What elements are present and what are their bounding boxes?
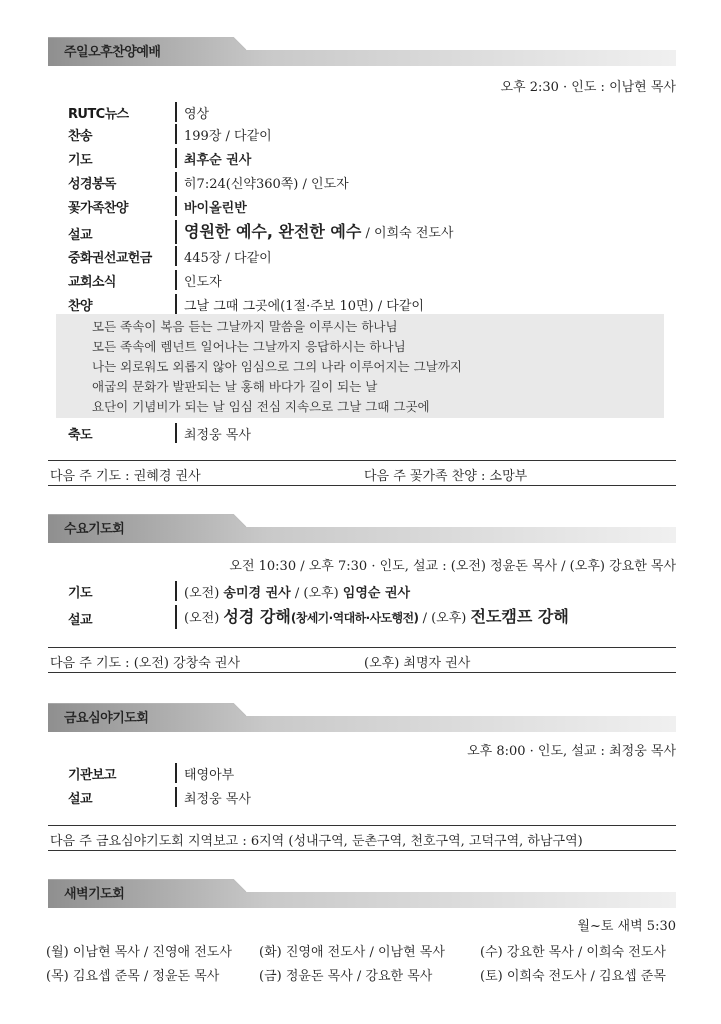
row-value: 히7:24(신약360쪽) / 인도자 (184, 177, 349, 192)
divider (175, 787, 177, 807)
am-tag: (오전) (184, 611, 220, 626)
dawn-schedule-fri: (금) 정윤돈 목사 / 강요한 목사 (259, 969, 433, 984)
row-label: 중화권선교헌금 (68, 251, 152, 266)
row-value: 199장 / 다같이 (184, 129, 272, 144)
next-prayer: 다음 주 기도 : 권혜경 권사 (50, 469, 201, 484)
pm-tag: / (오후) (294, 586, 339, 601)
prayer-pm: 임영순 권사 (342, 586, 411, 601)
lyric-line: 애굽의 문화가 발판되는 날 홍해 바다가 길이 되는 날 (92, 379, 378, 394)
divider (175, 270, 177, 290)
wednesday-row-prayer (68, 580, 676, 602)
divider (175, 124, 177, 144)
next-report: 다음 주 금요심야기도회 지역보고 : 6지역 (성내구역, 둔촌구역, 천호구역, 고덕구역, 하남구역) (50, 834, 583, 849)
sunday-row-flower-praise (68, 195, 676, 217)
row-value: 그날 그때 그곳에(1절·주보 10면) / 다같이 (184, 299, 424, 314)
row-label: 기도 (68, 586, 92, 601)
wednesday-title: 수요기도회 (64, 522, 125, 537)
row-value: 최정웅 목사 (184, 428, 251, 443)
sunday-title: 주일오후찬양예배 (64, 45, 161, 60)
sunday-row-news (68, 101, 676, 123)
row-label: 기도 (68, 153, 92, 168)
row-value (184, 604, 569, 627)
lyric-line: 나는 외로워도 외롭지 않아 임심으로 그의 나라 이루어지는 그날까지 (92, 359, 462, 374)
dawn-schedule-thu: (목) 김요셉 준목 / 정윤돈 목사 (46, 969, 220, 984)
divider (175, 423, 177, 443)
row-value: 최후순 권사 (184, 153, 252, 168)
wednesday-row-sermon (68, 604, 676, 630)
row-value: 445장 / 다같이 (184, 251, 272, 266)
sermon-am-detail: (창세기·역대하·사도행전) (290, 611, 419, 625)
friday-header-bar (48, 703, 676, 732)
sermon-am-title: 성경 강해 (223, 607, 291, 626)
row-label: 설교 (68, 228, 92, 243)
dawn-header-bar (48, 879, 676, 908)
divider (175, 246, 177, 266)
friday-section (48, 703, 676, 813)
lyric-line: 모든 족속에 렘넌트 일어나는 그날까지 응답하시는 하나님 (92, 339, 406, 354)
row-label: 성경봉독 (68, 177, 116, 192)
next-praise: 다음 주 꽃가족 찬양 : 소망부 (364, 469, 528, 484)
wednesday-section (48, 514, 676, 634)
row-label: 설교 (68, 613, 92, 628)
sunday-info: 오후 2:30 · 인도 : 이남현 목사 (500, 80, 676, 95)
lyric-line: 모든 족속이 복음 듣는 그날까지 말씀을 이루시는 하나님 (92, 319, 398, 334)
row-label: 설교 (68, 792, 92, 807)
wednesday-info: 오전 10:30 / 오후 7:30 · 인도, 설교 : (오전) 정윤돈 목사 / (오후) 강요한 목사 (229, 559, 676, 574)
friday-row-report (68, 762, 676, 784)
sunday-next-week (48, 460, 676, 486)
sermon-title: 영원한 예수, 완전한 예수 (184, 222, 362, 241)
divider (175, 294, 177, 314)
next-prayer-pm: (오후) 최명자 권사 (364, 656, 471, 671)
row-value: 바이올린반 (184, 201, 247, 216)
divider (175, 196, 177, 216)
divider (175, 102, 177, 122)
friday-title: 금요심야기도회 (64, 711, 149, 726)
wednesday-header-bar (48, 514, 676, 543)
row-label: 찬송 (68, 129, 92, 144)
divider (175, 172, 177, 192)
sunday-benediction (48, 422, 676, 446)
row-value: 최정웅 목사 (184, 792, 251, 807)
sunday-row-news-church (68, 269, 676, 291)
row-label: 교회소식 (68, 275, 116, 290)
pm-tag: / (오후) (422, 611, 467, 626)
row-value (184, 582, 410, 601)
divider (175, 763, 177, 783)
sunday-row-scripture (68, 171, 676, 193)
dawn-schedule-tue: (화) 진영애 전도사 / 이남현 목사 (259, 945, 445, 960)
dawn-schedule-wed: (수) 강요한 목사 / 이희숙 전도사 (480, 945, 666, 960)
sunday-row-benediction (68, 422, 676, 444)
row-value: 태영아부 (184, 768, 235, 783)
dawn-schedule-sat: (토) 이희숙 전도사 / 김요셉 준목 (480, 969, 666, 984)
dawn-title: 새벽기도회 (64, 887, 125, 902)
row-value: 영상 (184, 107, 210, 122)
next-prayer-am: 다음 주 기도 : (오전) 강창숙 권사 (50, 656, 241, 671)
am-tag: (오전) (184, 586, 220, 601)
row-label: 축도 (68, 428, 92, 443)
row-value (184, 219, 454, 242)
sermon-speaker: / 이희숙 전도사 (365, 226, 454, 241)
divider (175, 220, 177, 244)
dawn-info: 월~토 새벽 5:30 (577, 919, 676, 934)
divider (175, 581, 177, 601)
lyrics-box (56, 314, 664, 418)
friday-row-sermon (68, 786, 676, 808)
row-label: 꽃가족찬양 (68, 201, 128, 216)
friday-next-week (48, 825, 676, 851)
row-value: 인도자 (184, 275, 222, 290)
row-label: 찬양 (68, 299, 92, 314)
sunday-row-praise (68, 293, 676, 315)
sermon-pm-title: 전도캠프 강해 (470, 607, 569, 626)
sunday-row-sermon (68, 219, 676, 245)
divider (175, 605, 177, 629)
row-label: RUTC뉴스 (68, 107, 129, 122)
wednesday-next-week (48, 647, 676, 673)
sunday-row-prayer (68, 147, 676, 169)
dawn-schedule-mon: (월) 이남현 목사 / 진영애 전도사 (46, 945, 232, 960)
sunday-row-offering (68, 245, 676, 267)
divider (175, 148, 177, 168)
sunday-row-hymn (68, 123, 676, 145)
row-label: 기관보고 (68, 768, 116, 783)
sunday-header-bar (48, 37, 676, 66)
prayer-am: 송미경 권사 (223, 586, 291, 601)
friday-info: 오후 8:00 · 인도, 설교 : 최정웅 목사 (467, 744, 676, 759)
lyric-line: 요단이 기념비가 되는 날 임심 전심 지속으로 그날 그때 그곳에 (92, 399, 430, 414)
